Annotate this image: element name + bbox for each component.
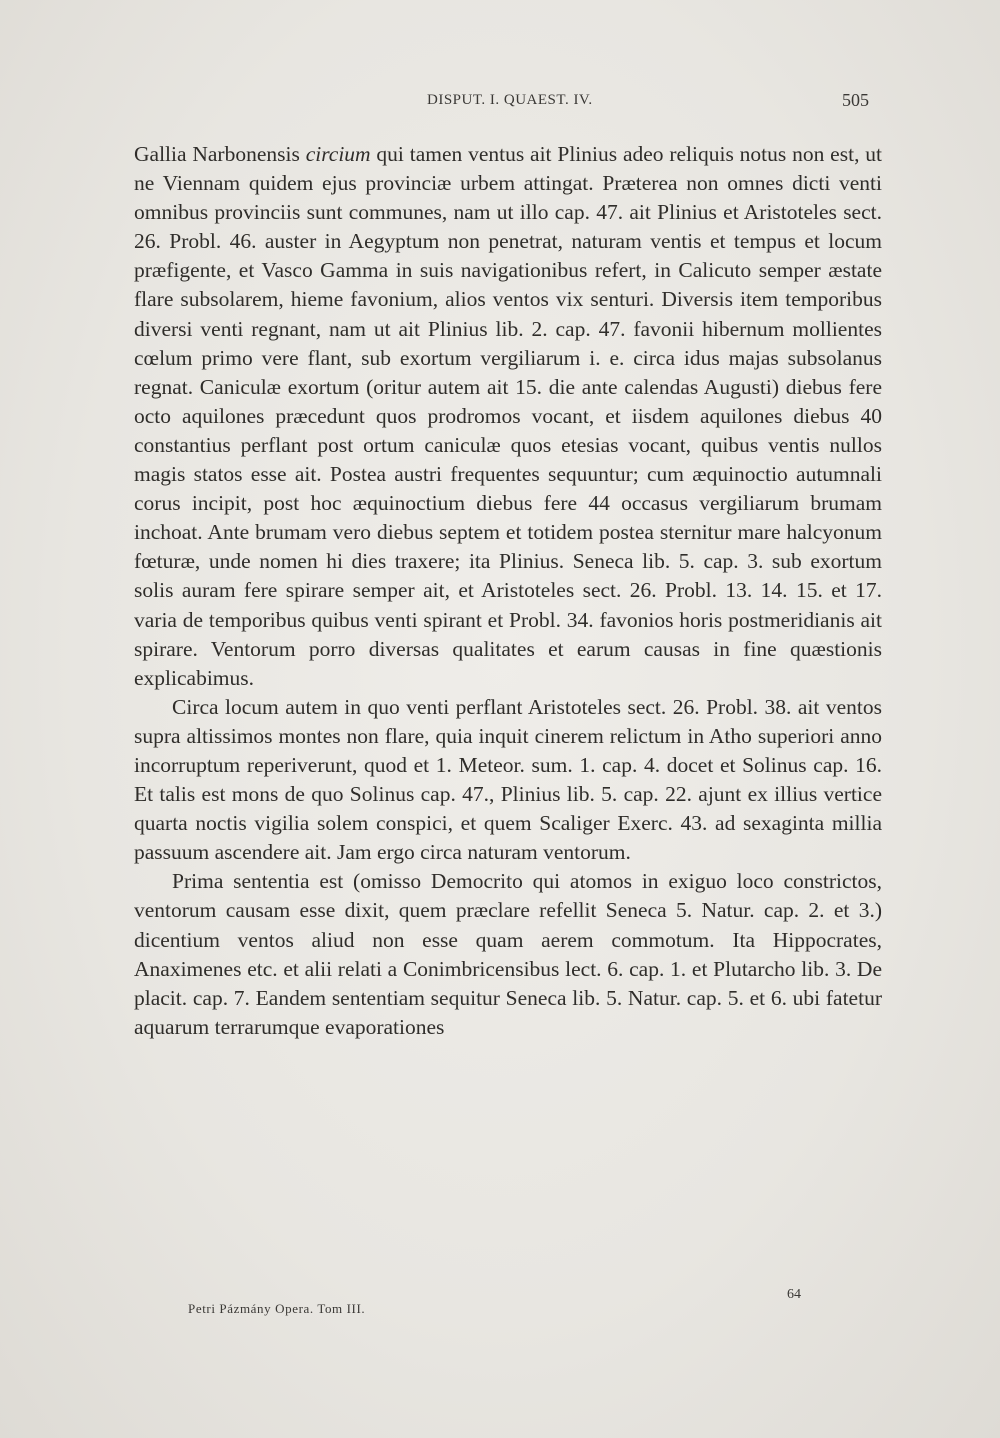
- paragraph-1: [134, 140, 882, 693]
- body-text: [134, 140, 882, 1042]
- running-head-title: DISPUT. I. QUAEST. IV.: [427, 92, 593, 108]
- page-number: 505: [842, 90, 869, 110]
- running-head: [0, 92, 1000, 116]
- paragraph-2: Circa locum autem in quo venti perflant Aristoteles sect. 26. Probl. 38. ait ventos supra altissimos montes non flare, quia inquit cinerem relictum in Atho superiori anno incorruptum reperiverunt, quod et 1. Meteor. sum. 1. cap. 4. docet et Solinus cap. 16. Et talis est mons de quo Solinus cap. 47., Plinius lib. 5. cap. 22. ajunt ex illius vertice quarta noctis vigilia solem conspici, et quem Scaliger Exerc. 43. ad sexaginta millia passuum ascendere ait. Jam ergo circa naturam ventorum.: [134, 694, 882, 865]
- paragraph-1-start: Gallia Narbonensis: [134, 142, 306, 166]
- sheet-number: 64: [787, 1287, 801, 1302]
- page-footer: [0, 1287, 1000, 1317]
- footer-signature: Petri Pázmány Opera. Tom III.: [188, 1301, 366, 1316]
- italic-term: circium: [305, 142, 371, 166]
- paragraph-1-rest: qui tamen ventus ait Plinius adeo reliquis notus non est, ut ne Viennam quidem ejus provinciæ urbem attingat. Præterea non omnes dicti venti omnibus provinciis sunt communes, nam ut illo cap. 47. ait Plinius et Aristoteles sect. 26. Probl. 46. auster in Aegyptum non penetrat, naturam ventis et tempus et locum præfigente, et Vasco Gamma in suis navigationibus refert, in Calicuto semper æstate flare subsolarem, hieme favonium, alios ventos vix senturi. Diversis item temporibus diversi venti regnant, nam ut ait Plinius lib. 2. cap. 47. favonii hibernum mollientes cœlum primo vere flant, sub exortum vergiliarum i. e. circa idus majas subsolanus regnat. Caniculæ exortum (oritur autem ait 15. die ante calendas Augusti) diebus fere octo aquilones præcedunt quos prodromos vocant, et iisdem aquilones diebus 40 constantius perflant post ortum caniculæ quos etesias vocant, quibus ventis nullos magis statos esse ait. Postea austri frequentes sequuntur; cum æquinoctio autumnali corus incipit, post hoc æquinoctium diebus fere 44 occasus vergiliarum brumam inchoat. Ante brumam vero diebus septem et totidem postea sternitur mare halcyonum fœturæ, unde nomen hi dies traxere; ita Plinius. Seneca lib. 5. cap. 3. sub exortum solis auram fere spirare semper ait, et Aristoteles sect. 26. Probl. 13. 14. 15. et 17. varia de temporibus quibus venti spirant et Probl. 34. favonios horis postmeridianis ait spirare. Ventorum porro diversas qualitates et earum causas in fine quæstionis explicabimus.: [134, 142, 882, 690]
- paragraph-3: Prima sententia est (omisso Democrito qui atomos in exiguo loco constrictos, ventorum causam esse dixit, quem præclare refellit Seneca 5. Natur. cap. 2. et 3.) dicentium ventos aliud non esse quam aerem commotum. Ita Hippocrates, Anaximenes etc. et alii relati a Conimbricensibus lect. 6. cap. 1. et Plutarcho lib. 3. De placit. cap. 7. Eandem sententiam sequitur Seneca lib. 5. Natur. cap. 5. et 6. ubi fatetur aquarum terrarumque evaporationes: [134, 869, 882, 1039]
